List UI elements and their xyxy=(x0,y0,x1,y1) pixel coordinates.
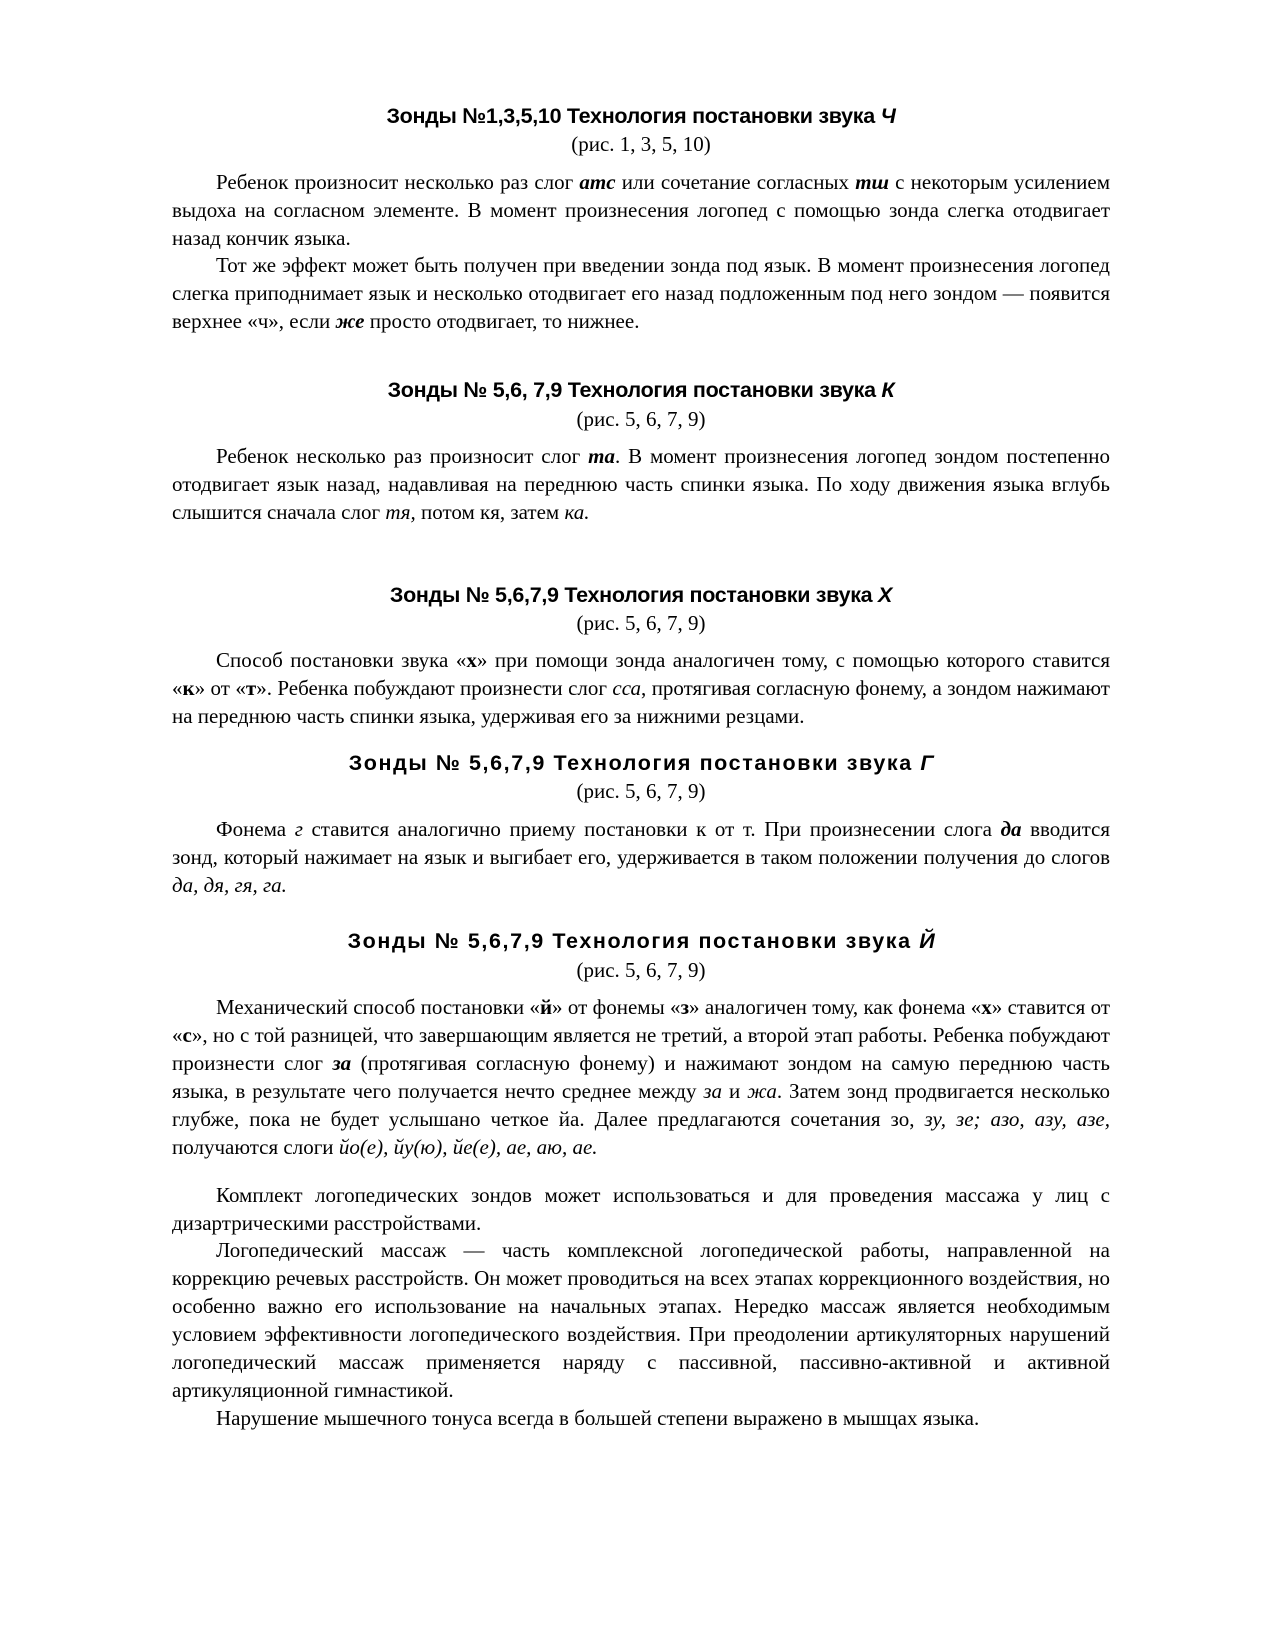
heading-sound-letter: К xyxy=(881,378,895,403)
paragraph-g-1: Фонема г ставится аналогично приему постановки к от т. При произнесении слога да вводится зонд, который нажимает на язык и выгибает его, удерживается в таком положении получения до слогов да, дя, гя, га. xyxy=(172,816,1110,897)
heading-lead-text: Зонды № 5,6,7,9 Технология постановки звука xyxy=(348,751,921,776)
paragraph-closing-2: Логопедический массаж — часть комплексной логопедической работы, направленной на коррекцию речевых расстройств. Он может проводиться на всех этапах коррекционного воздействия, но особенно важно его использование на начальных этапах. Нередко массаж является необходимым условием эффективности логопедического воздействия. При преодолении артикуляторных нарушений логопедический массаж применяется наряду с пассивной, пассивно-активной и активной артикуляционной гимнастикой. xyxy=(172,1238,1110,1403)
heading-sound-letter: Й xyxy=(919,929,935,954)
heading-sound-letter: Х xyxy=(878,582,893,607)
paragraph-ch-1: Ребенок произносит несколько раз слог атс или сочетание согласных тш с некоторым усилением выдоха на согласном элементе. В момент произнесения логопед с помощью зонда слегка отодвигает назад кончик языка. xyxy=(172,169,1110,250)
section-heading-g xyxy=(172,751,1110,776)
figure-reference-g: (рис. 5, 6, 7, 9) xyxy=(576,779,706,804)
paragraph-closing-3: Нарушение мышечного тонуса всегда в большей степени выражено в мышцах языка. xyxy=(216,1406,980,1431)
section-heading-h xyxy=(172,583,1110,608)
paragraph-k-1: Ребенок несколько раз произносит слог та. В момент произнесения логопед зондом постепенно отодвигает язык назад, надавливая на переднюю часть спинки языка. По ходу движения языка вглубь слышится сначала слог тя, потом кя, затем ка. xyxy=(172,443,1110,524)
heading-lead-text: Зонды № 5,6,7,9 Технология постановки звука xyxy=(347,929,920,954)
heading-lead-text: Зонды № 5,6,7,9 Технология постановки звука xyxy=(389,582,879,607)
section-heading-j xyxy=(172,929,1110,954)
figure-reference-ch: (рис. 1, 3, 5, 10) xyxy=(571,132,711,157)
figure-reference-k: (рис. 5, 6, 7, 9) xyxy=(576,406,706,431)
heading-lead-text: Зонды №1,3,5,10 Технология постановки звука xyxy=(386,104,881,128)
paragraph-j-1: Механический способ постановки «й» от фонемы «з» аналогичен тому, как фонема «х» ставится от «с», но с той разницей, что завершающим является не третий, а второй этап работы. Ребенка побуждают произнести слог за (протягивая согласную фонему) и нажимают зондом на самую переднюю часть языка, в результате чего получается нечто среднее между за и жа. Затем зонд продвигается несколько глубже, пока не будет услышано четкое йа. Далее предлагаются сочетания зо, зу, зе; азо, азу, азе, получаются слоги йо(е), йу(ю), йе(е), ае, аю, ае. xyxy=(172,995,1111,1159)
figure-reference-j: (рис. 5, 6, 7, 9) xyxy=(576,957,706,982)
section-heading-k xyxy=(172,378,1110,403)
paragraph-ch-2: Тот же эффект может быть получен при введении зонда под язык. В момент произнесения логопед слегка приподнимает язык и несколько отодвигает его назад подложенным под него зондом — появится верхнее «ч», если же просто отодвигает, то нижнее. xyxy=(172,253,1110,334)
page-content xyxy=(172,104,1110,1433)
heading-sound-letter: Ч xyxy=(880,104,896,128)
paragraph-h-1: Способ постановки звука «х» при помощи зонда аналогичен тому, с помощью которого ставится «к» от «т». Ребенка побуждают произнести слог сса, протягивая согласную фонему, а зондом нажимают на переднюю часть спинки языка, удерживая его за нижними резцами. xyxy=(172,648,1111,729)
figure-reference-h: (рис. 5, 6, 7, 9) xyxy=(576,610,706,635)
heading-lead-text: Зонды № 5,6, 7,9 Технология постановки звука xyxy=(387,378,882,403)
heading-sound-letter: Г xyxy=(920,751,934,776)
paragraph-closing-1: Комплект логопедических зондов может использоваться и для проведения массажа у лиц с дизартрическими расстройствами. xyxy=(172,1182,1110,1235)
section-heading-ch xyxy=(172,104,1110,129)
